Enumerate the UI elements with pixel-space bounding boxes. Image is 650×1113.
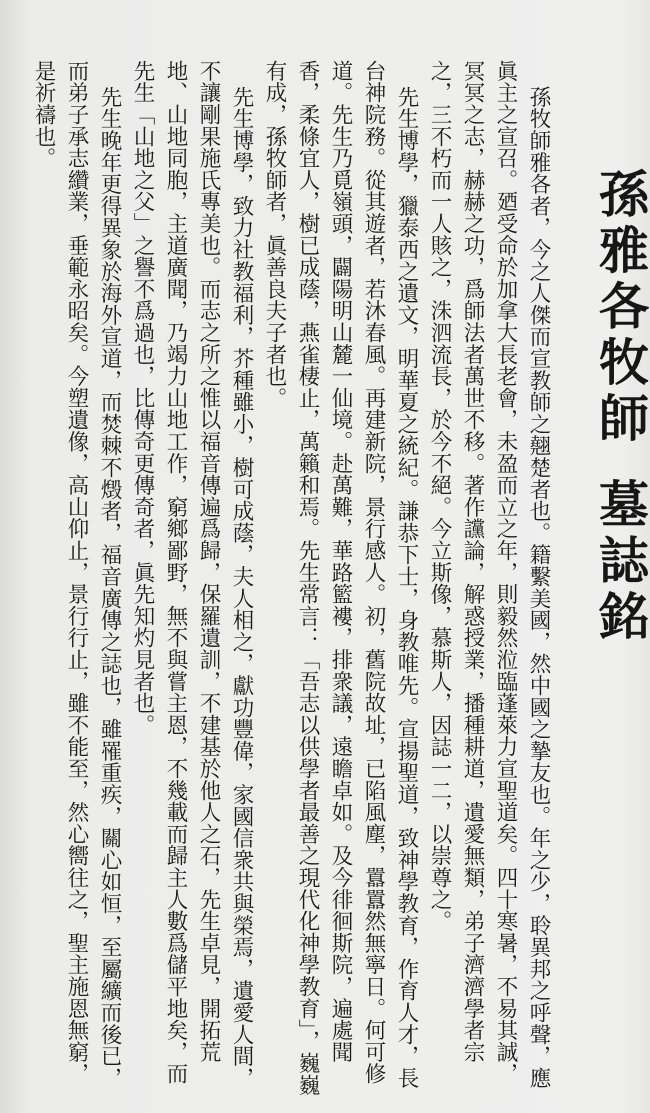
paragraph-1: 孫牧師雅各者，今之人傑而宣教師之翹楚者也。籍繫美國，然中國之摯友也。年之少，聆異邦之呼聲，應眞主之宣召。廼受命於加拿大長老會，未盈而立之年，則毅然涖臨蓬萊力宣聖道矣。四十寒暑，不易其誠，冥冥之志，赫赫之功，爲師法者萬世不移。著作讜論，解惑授業，播種耕道，遺愛無類，弟子濟濟學者宗之，三不朽而一人賅之，洙泗流長，於今不絕。今立斯像，慕斯人，因誌一二，以崇尊之。 — [427, 60, 551, 1089]
document-title — [590, 168, 650, 646]
paragraph-4: 先生晚年更得異象於海外宣道，而焚棘不燬者，福音廣傳之誌也，雖罹重疾，關心如恒，至屬纊而後已，而弟子承志纘業，垂範永昭矣。今塑遺像，高山仰止，景行行止，雖不能至，然心嚮往之，聖主施恩無窮，是祈禱也。 — [31, 60, 122, 1089]
paragraph-2: 先生博學，獵泰西之遺文，明華夏之統紀。謙恭下士，身教唯先。宣揚聖道，致神學教育，作育人才，長台神院務。從其遊者，若沐春風。再建新院，景行感人。初，舊院故址，已陷風塵，囂囂然無寧日。何可修道。先生乃覓嶺頭，闢陽明山麓一仙境。赴萬難，華路籃褸，排衆議，遠瞻卓如。及今徘徊斯院，遍處聞香，柔條宜人，樹已成蔭，燕雀棲止，萬籟和焉。先生常言：「吾志以供學者最善之現代化神學教育」，巍巍有成，孫牧師者，眞善良夫子者也。 — [262, 60, 419, 1096]
title-name: 孫雅各牧師 — [591, 168, 650, 448]
epitaph-body — [0, 60, 555, 1100]
title-epitaph: 墓誌銘 — [591, 478, 650, 646]
paragraph-3: 先生博學，致力社教福利，芥種雖小，樹可成蔭，夫人相之，獻功豐偉，家國信衆共與榮焉，遺愛人間，不讓剛果施氏專美也。而志之所之惟以福音傳遍爲歸，保羅遺訓，不建基於他人之石，先生卓見，開拓荒地、山地同胞，主道廣聞，乃竭力山地工作，窮鄉鄙野，無不與嘗主恩，不幾載而歸主人數爲儲平地矣，而先生「山地之父」之譽不爲過也，比傳奇更傳奇者，眞先知灼見者也。 — [130, 60, 254, 1089]
